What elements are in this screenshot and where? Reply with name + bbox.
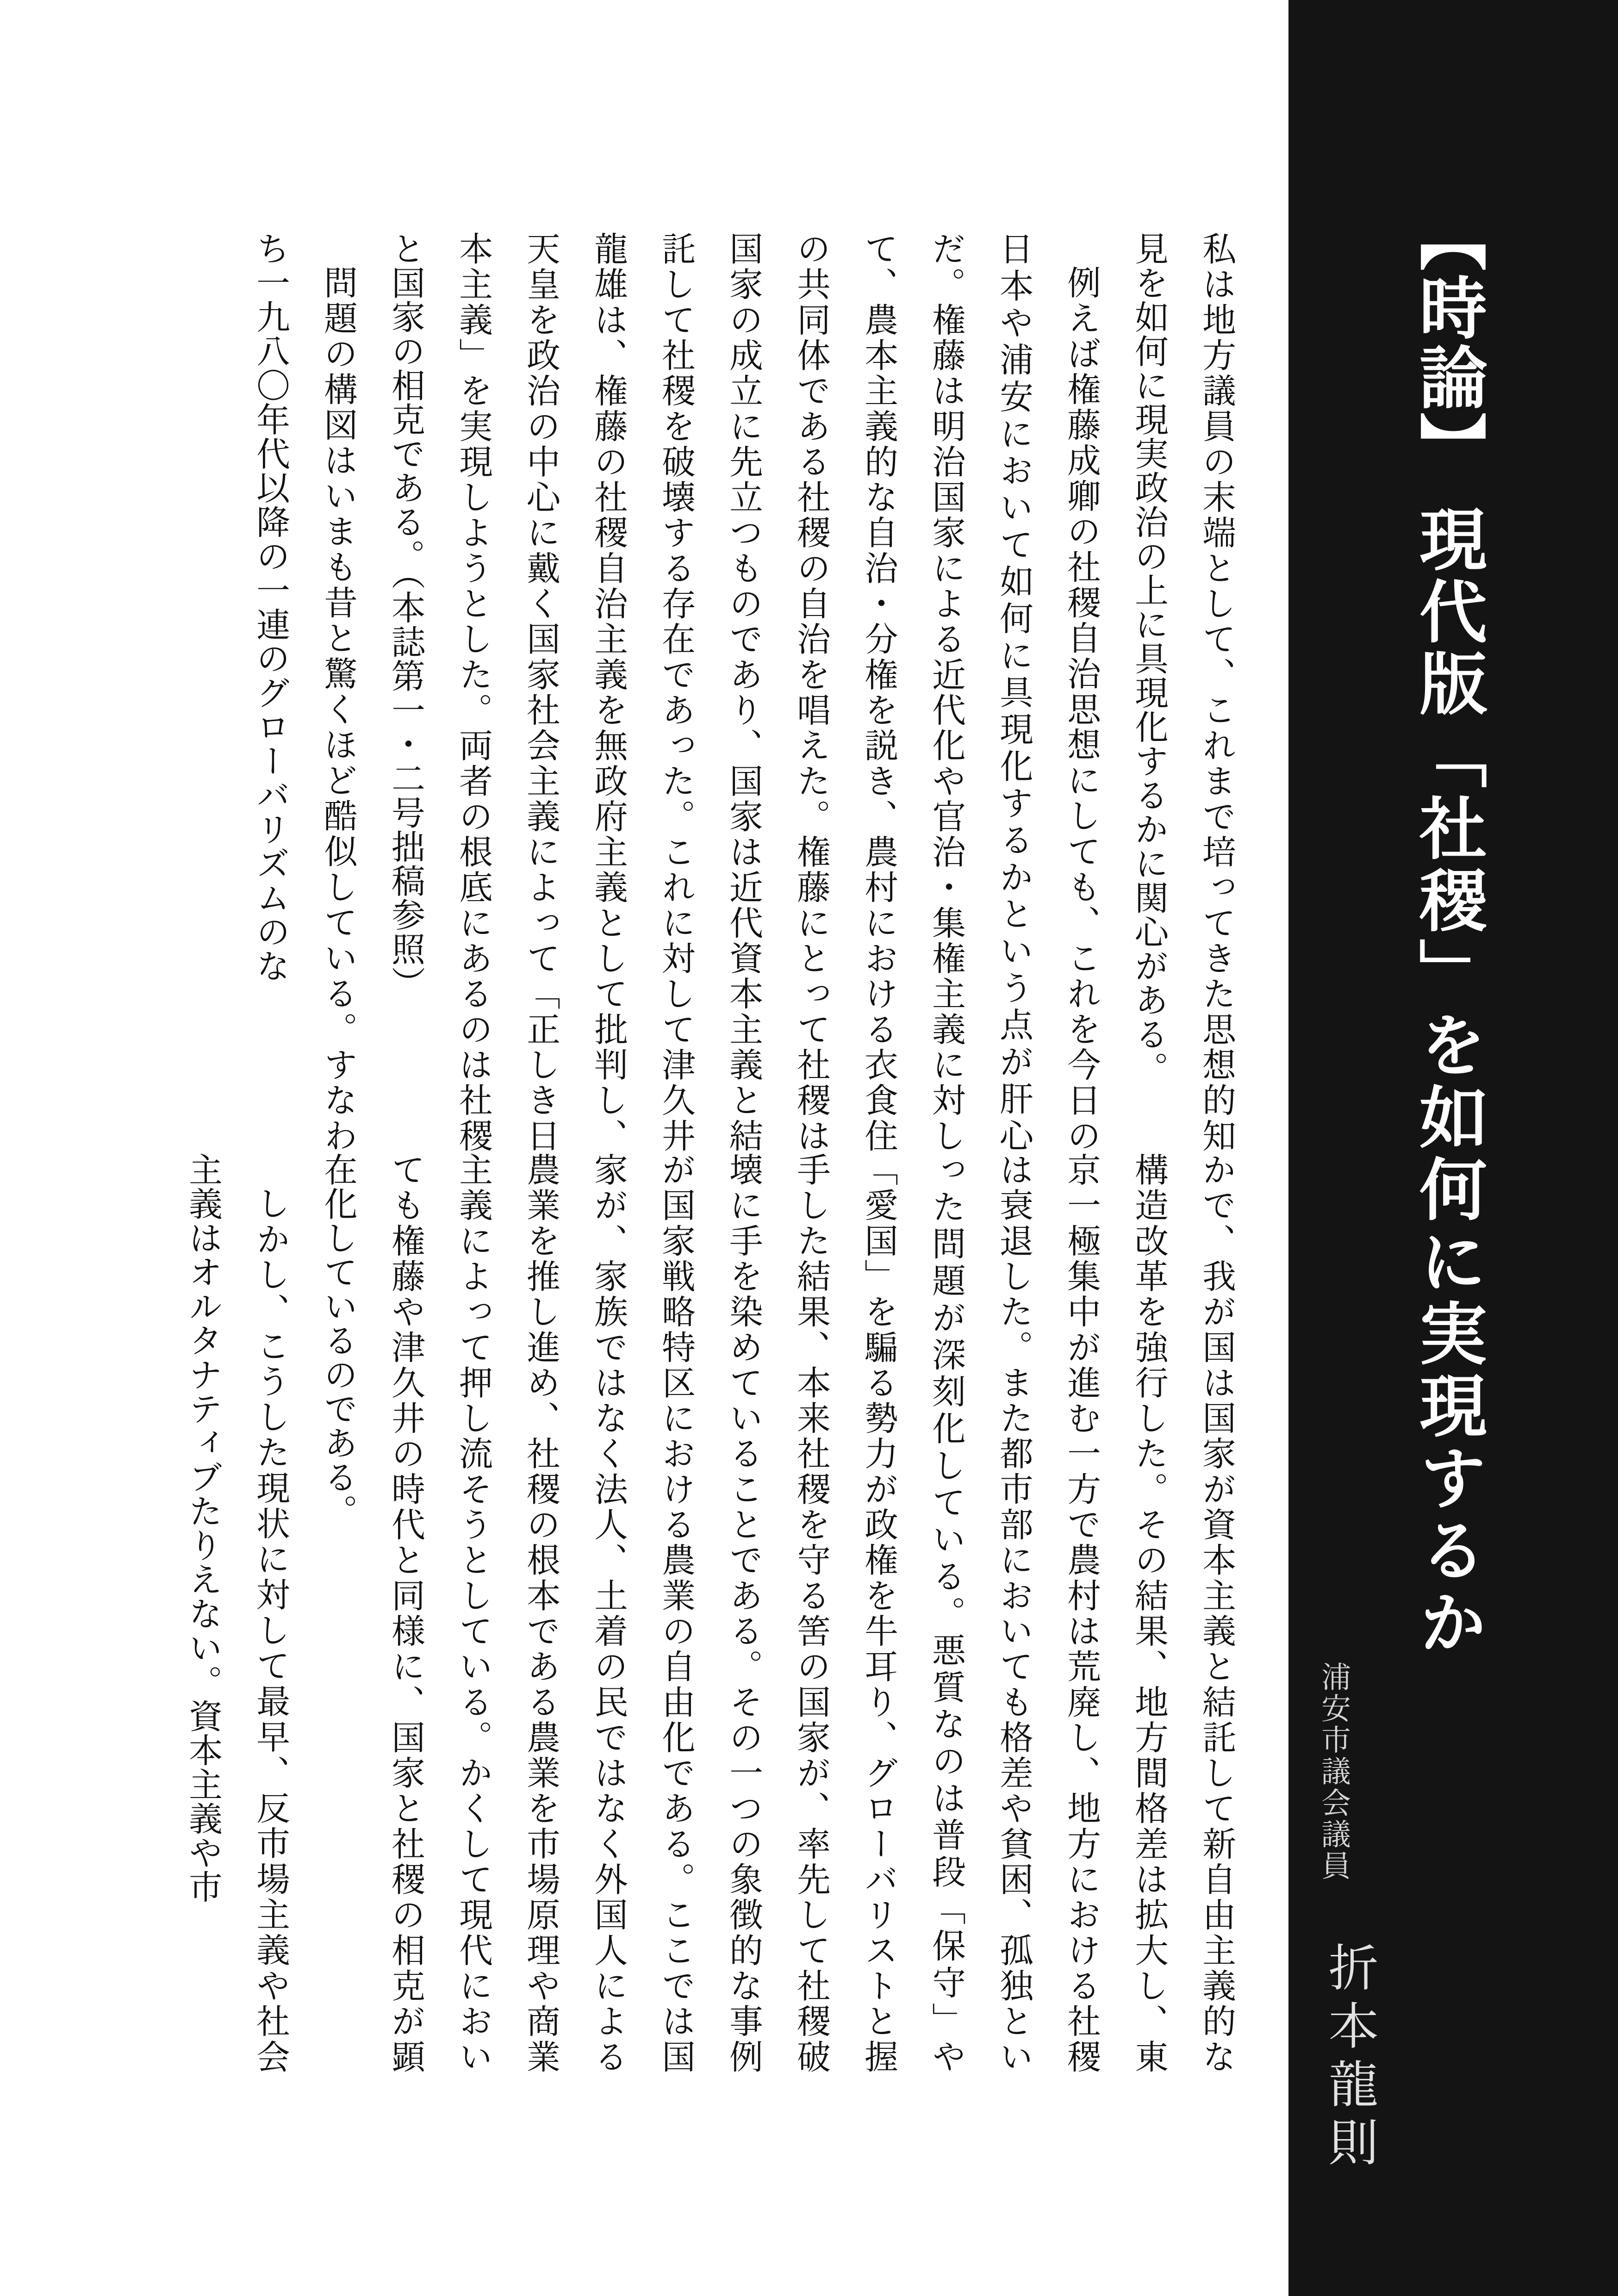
- author-affiliation: 浦安市議会議員: [1316, 1661, 1350, 1882]
- author-name: 折本龍則: [1320, 1941, 1378, 2175]
- article-title: [1314, 204, 1487, 1660]
- title-headline: 現代版「社稷」を如何に実現するか: [1408, 504, 1487, 1660]
- paragraph: かで、我が国は国家が資本主義と結託して新自由主義的な構造改革を強行した。その結果、地方間格差は拡大し、東京一極集中が進む一方で農村は荒廃し、地方における社稷は衰退した。また都市部においても格差や貧困、孤独といった問題が深刻化している。悪質なのは普段「保守」や「愛国」を騙る勢力が政権を牛耳り、グローバリストと握手した結果、本来社稷を守る筈の国家が、率先して社稷破壊に手を染めていることである。その一つの象徴的な事例が国家戦略特区における農業の自由化である。ここでは国家が、家族ではなく法人、土着の民ではなく外国人による農業を推し進め、社稷の根本である農業を市場原理や商業主義によって押し流そうとしている。かくして現代においても権藤や津久井の時代と同様に、国家と社稷の相克が顕在化しているのである。: [318, 1152, 1236, 2073]
- paragraph: 問題の構図はいまも昔と驚くほど酷似している。すなわち一九八〇年代以降の一連のグローバリズムのな: [250, 231, 357, 1152]
- paragraph: 例えば権藤成卿の社稷自治思想にしても、これを今日の日本や浦安において如何に具現化するかという点が肝心だ。権藤は明治国家による近代化や官治・集権主義に対して、農本主義的な自治・分権を説き、農村における衣食住の共同体である社稷の自治を唱えた。権藤にとって社稷は国家の成立に先立つものであり、国家は近代資本主義と結託して社稷を破壊する存在であった。これに対して津久井龍雄は、権藤の社稷自治主義を無政府主義として批判し、天皇を政治の中心に戴く国家社会主義によって「正しき日本主義」を実現しようとした。両者の根底にあるのは社稷と国家の相克である。（本誌第一・二号拙稿参照）: [386, 231, 1101, 1152]
- title-tag: 【時論】: [1408, 204, 1487, 481]
- body-text-upper: [180, 231, 1250, 1152]
- paragraph: 私は地方議員の末端として、これまで培ってきた思想的知見を如何に現実政治の上に具現化するかに関心がある。: [1129, 231, 1236, 1152]
- paragraph: しかし、こうした現状に対して最早、反市場主義や社会主義はオルタナティブたりえない。資本主義や市: [183, 1152, 290, 2073]
- body-text-lower: [180, 1152, 1250, 2073]
